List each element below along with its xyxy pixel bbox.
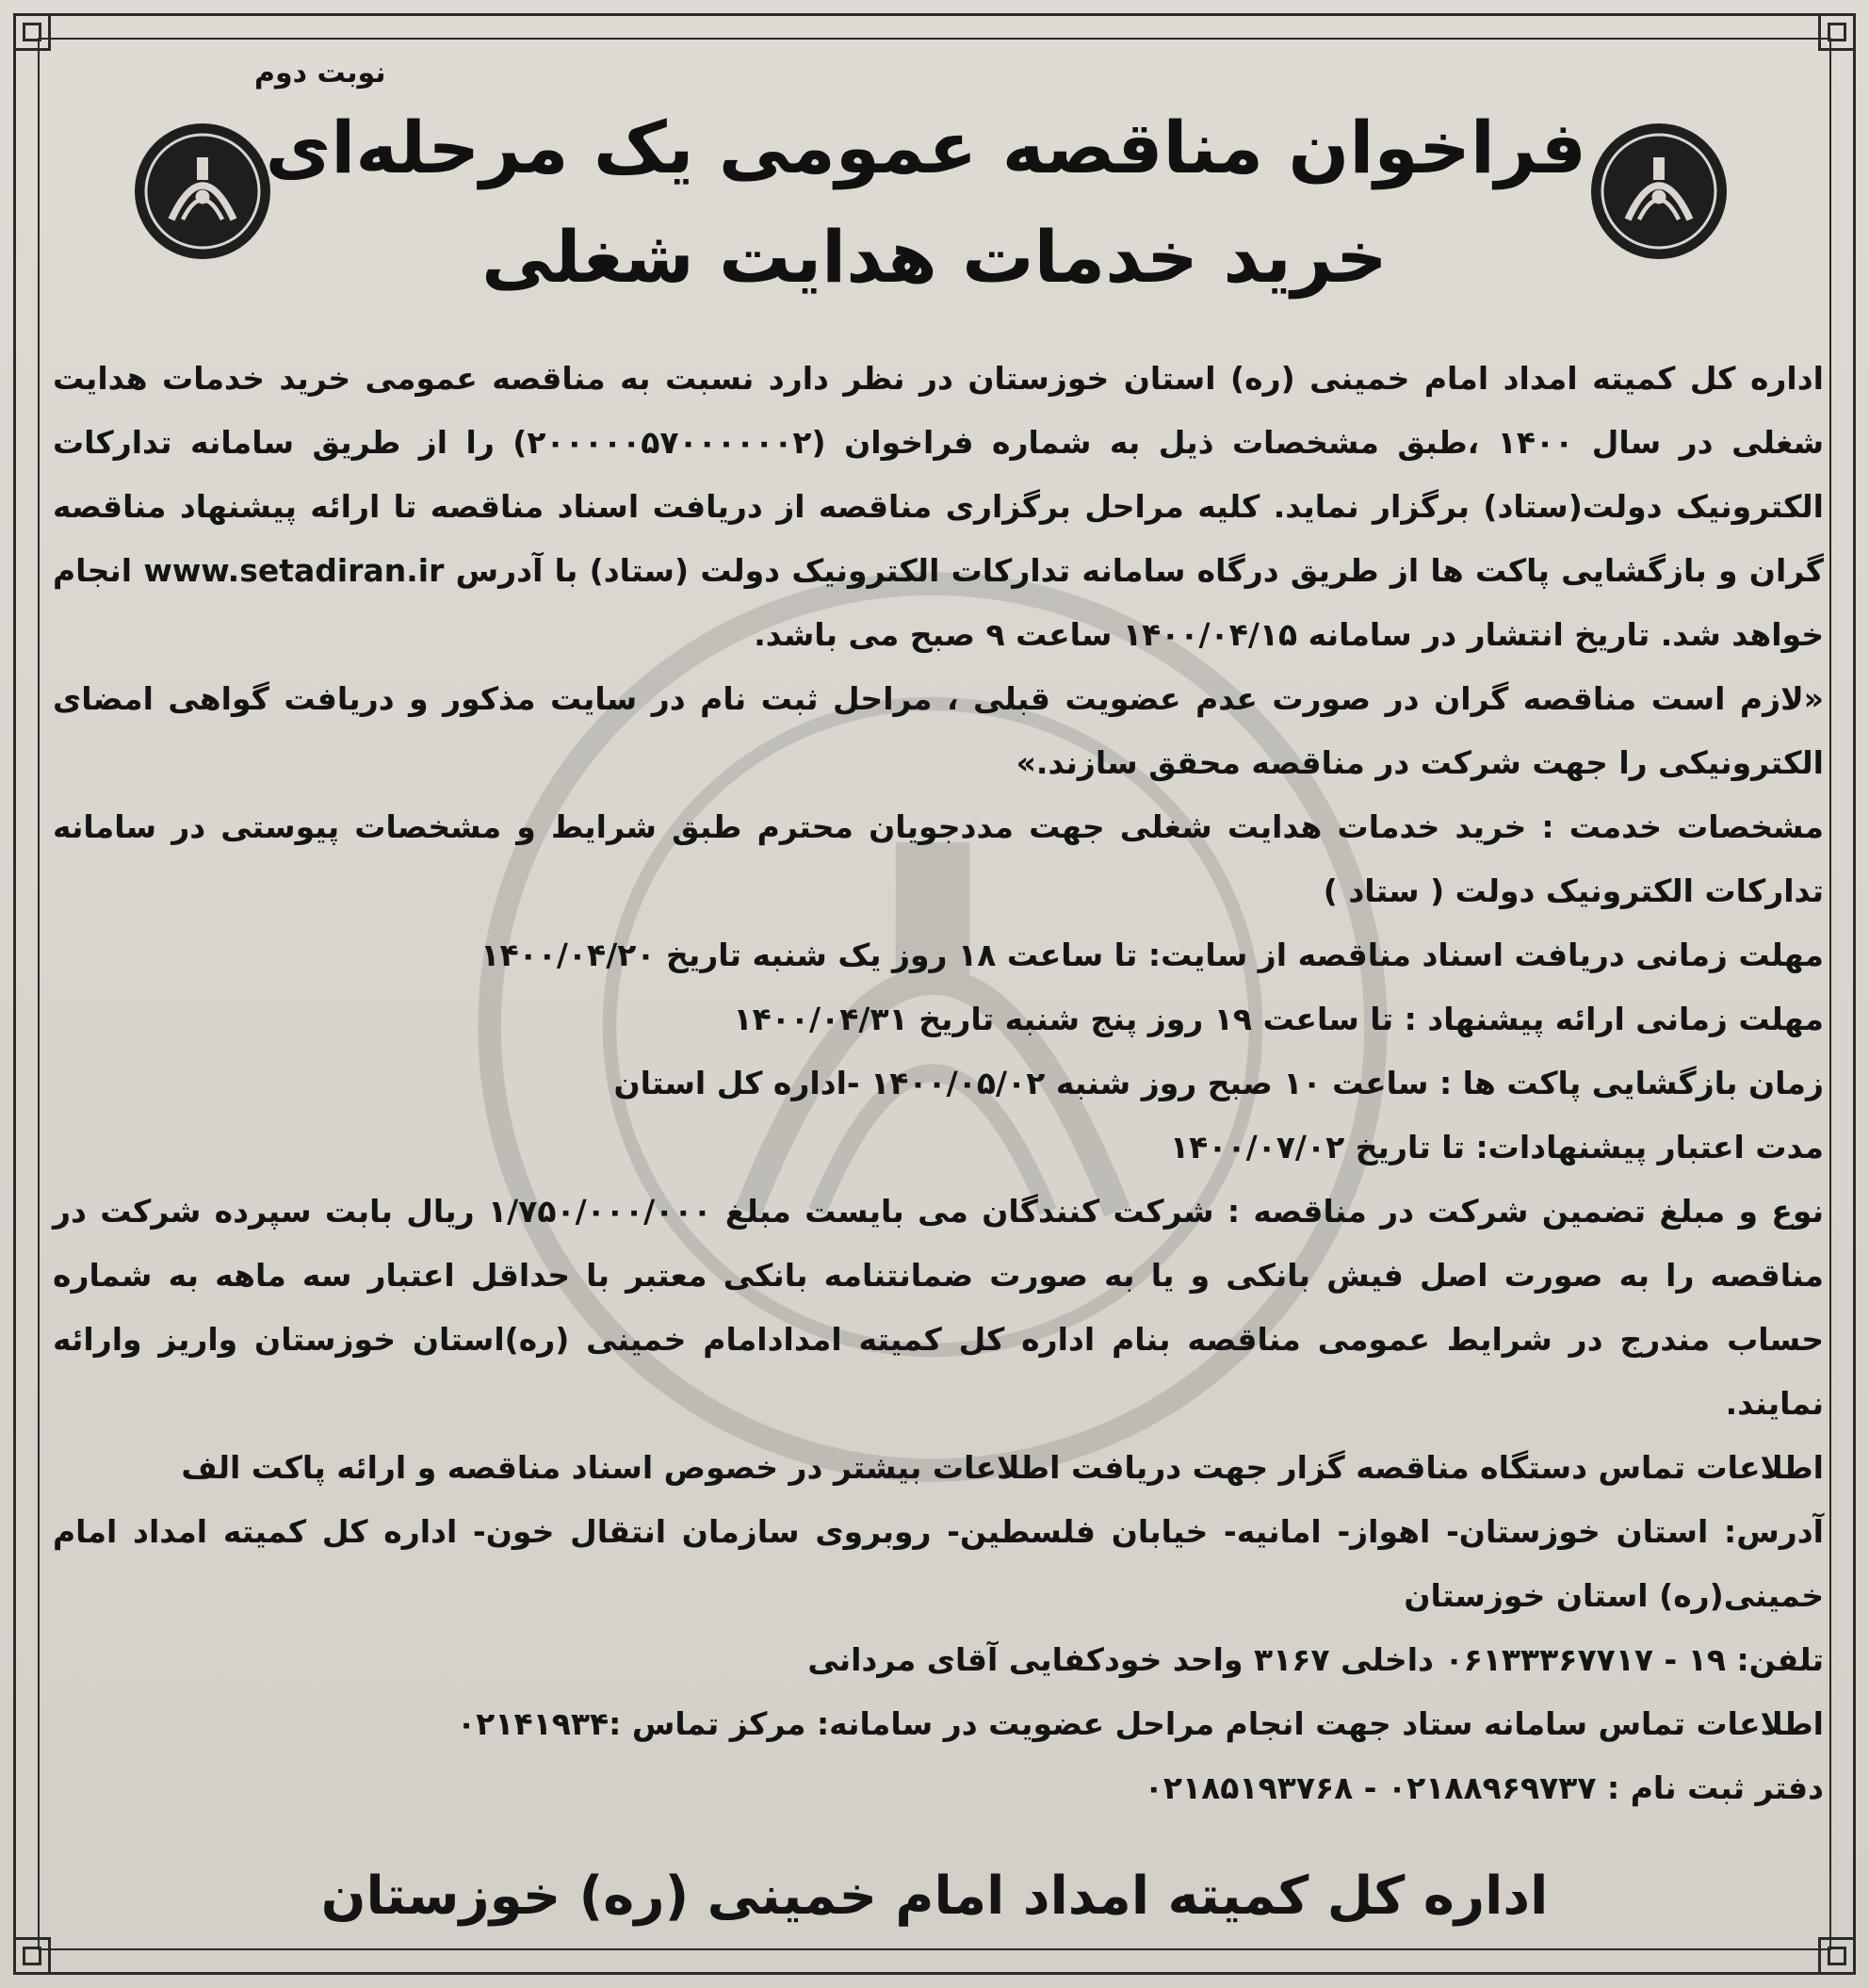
setad-contact-line: اطلاعات تماس سامانه ستاد جهت انجام مراحل عضویت در سامانه: مرکز تماس :۰۲۱۴۱۹۳۴ bbox=[457, 1705, 1824, 1742]
relief-foundation-logo-icon bbox=[1588, 121, 1730, 262]
relief-foundation-logo-icon bbox=[132, 121, 273, 262]
intro-paragraph bbox=[53, 347, 1824, 667]
corner-ornament bbox=[13, 13, 51, 51]
guarantee-paragraph: نوع و مبلغ تضمین شرکت در مناقصه : شرکت کنندگان می بایست مبلغ ۱/۷۵۰/۰۰۰/۰۰۰ ریال بابت سپرده شرکت در مناقصه را به صورت اصل فیش بانکی و یا به صورت ضمانتنامه بانکی معتبر با حداقل اعتبار سه ماهه به شماره حساب مندرج در شرایط عمومی مناقصه بنام اداره کل کمیته امدادامام خمینی (ره)استان خوزستان واریز وارائه نمایند. bbox=[53, 1193, 1824, 1422]
document-deadline-line: مهلت زمانی دریافت اسناد مناقصه از سایت: تا ساعت ۱۸ روز یک شنبه تاریخ ۱۴۰۰/۰۴/۲۰ bbox=[480, 937, 1824, 973]
service-spec-paragraph: مشخصات خدمت : خرید خدمات هدایت شغلی جهت مددجویان محترم طبق شرایط و مشخصات پیوستی در سامانه تدارکات الکترونیک دولت ( ستاد ) bbox=[53, 808, 1824, 909]
opening-time-line: زمان بازگشایی پاکت ها : ساعت ۱۰ صبح روز شنبه ۱۴۰۰/۰۵/۰۲ -اداره کل استان bbox=[613, 1065, 1824, 1101]
corner-ornament bbox=[13, 1937, 51, 1975]
phone-line: تلفن: ۱۹ - ۰۶۱۳۳۳۶۷۷۱۷ داخلی ۳۱۶۷ واحد خودکفایی آقای مردانی bbox=[807, 1641, 1824, 1678]
notice-title: فراخوان مناقصه عمومی یک مرحله‌ای bbox=[265, 106, 1586, 189]
corner-ornament bbox=[1818, 1937, 1856, 1975]
footer-signature: اداره کل کمیته امداد امام خمینی (ره) خوزستان bbox=[320, 1866, 1549, 1927]
intro-end-text: انجام خواهد شد. تاریخ انتشار در سامانه ۱۴۰۰/۰۴/۱۵ ساعت ۹ صبح می باشد. bbox=[53, 552, 1824, 653]
notice-body bbox=[53, 347, 1824, 1820]
offer-deadline-line: مهلت زمانی ارائه پیشنهاد : تا ساعت ۱۹ روز پنج شنبه تاریخ ۱۴۰۰/۰۴/۳۱ bbox=[733, 1001, 1824, 1037]
address-paragraph: آدرس: استان خوزستان- اهواز- امانیه- خیابان فلسطین- روبروی سازمان انتقال خون- اداره کل کمیته امداد امام خمینی(ره) استان خوزستان bbox=[53, 1513, 1824, 1614]
intro-text: اداره کل کمیته امداد امام خمینی (ره) استان خوزستان در نظر دارد نسبت به مناقصه عمومی خرید خدمات هدایت شغلی در سال ۱۴۰۰ ،طبق مشخصات ذیل به شماره فراخوان (۲۰۰۰۰۰۵۷۰۰۰۰۰۰۲) را از طریق سامانه تدارکات الکترونیک دولت(ستاد) برگزار نماید. کلیه مراحل برگزاری مناقصه از دریافت اسناد مناقصه تا ارائه پیشنهاد مناقصه گران و بازگشایی پاکت ها از طریق درگاه سامانه تدارکات الکترونیک دولت (ستاد) با آدرس bbox=[53, 360, 1825, 589]
publication-turn-label: نوبت دوم bbox=[254, 57, 386, 90]
registration-office-line: دفتر ثبت نام : ۰۲۱۸۸۹۶۹۷۳۷ - ۰۲۱۸۵۱۹۳۷۶۸ bbox=[1144, 1769, 1824, 1806]
requirement-paragraph: «لازم است مناقصه گران در صورت عدم عضویت قبلی ، مراحل ثبت نام در سایت مذکور و دریافت گواهی امضای الکترونیکی را جهت شرکت در مناقصه محقق سازند.» bbox=[53, 680, 1824, 781]
contact-intro-line: اطلاعات تماس دستگاه مناقصه گزار جهت دریافت اطلاعات بیشتر در خصوص اسناد مناقصه و ارائه پاکت الف bbox=[181, 1449, 1824, 1486]
website-link[interactable]: www.setadiran.ir bbox=[143, 552, 445, 589]
corner-ornament bbox=[1818, 13, 1856, 51]
notice-subtitle: خرید خدمات هدایت شغلی bbox=[481, 215, 1388, 299]
validity-line: مدت اعتبار پیشنهادات: تا تاریخ ۱۴۰۰/۰۷/۰۲ bbox=[1170, 1129, 1824, 1165]
